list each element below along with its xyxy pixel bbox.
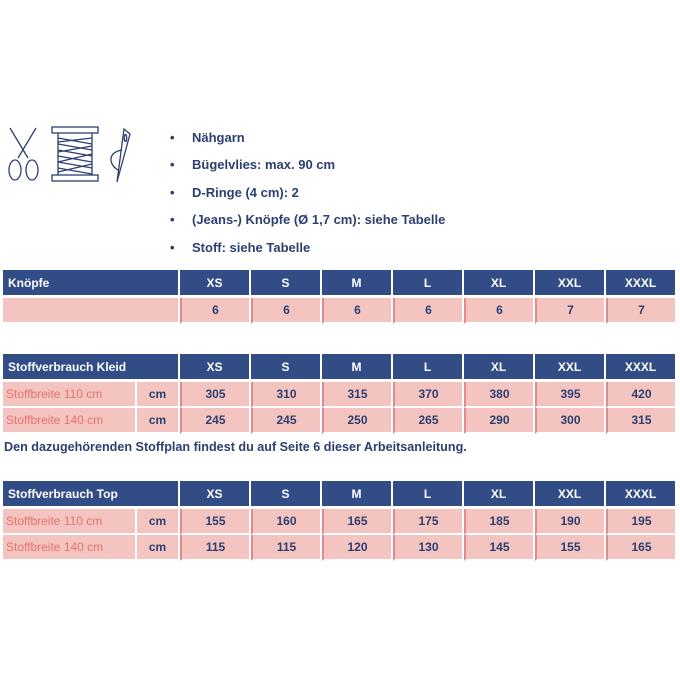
- table-cell: 7: [535, 298, 606, 324]
- table-cell: 6: [464, 298, 535, 324]
- row-label: Stoffbreite 110 cm: [3, 382, 137, 408]
- table-cell: 305: [180, 382, 251, 408]
- size-header: XXXL: [606, 270, 677, 298]
- table-row: [3, 298, 677, 324]
- table-cell: 420: [606, 382, 677, 408]
- table-cell: 370: [393, 382, 464, 408]
- unit-label: cm: [137, 509, 180, 535]
- size-header: XL: [464, 481, 535, 509]
- size-header: L: [393, 481, 464, 509]
- table-cell: 6: [393, 298, 464, 324]
- table-cell: 245: [180, 408, 251, 434]
- buttons-table: [3, 270, 677, 324]
- size-header: XS: [180, 481, 251, 509]
- sewing-tools-icons: [4, 124, 134, 184]
- size-header: L: [393, 354, 464, 382]
- material-item: • Stoff: siehe Tabelle: [170, 239, 311, 255]
- table-cell: 6: [251, 298, 322, 324]
- material-item: • (Jeans-) Knöpfe (Ø 1,7 cm): siehe Tabelle: [170, 212, 446, 228]
- table-header-row: [3, 270, 677, 298]
- size-header: XXL: [535, 481, 606, 509]
- row-label: Stoffbreite 110 cm: [3, 509, 137, 535]
- size-header: XL: [464, 354, 535, 382]
- table-cell: 160: [251, 509, 322, 535]
- needle-icon: [111, 129, 130, 182]
- row-label-empty: [3, 298, 180, 324]
- size-header: XXL: [535, 354, 606, 382]
- table-title: Knöpfe: [3, 270, 180, 298]
- table-cell: 250: [322, 408, 393, 434]
- size-header: XL: [464, 270, 535, 298]
- material-item: • Bügelvlies: max. 90 cm: [170, 157, 336, 173]
- table-cell: 380: [464, 382, 535, 408]
- size-header: S: [251, 354, 322, 382]
- unit-label: cm: [137, 382, 180, 408]
- table-cell: 175: [393, 509, 464, 535]
- size-header: L: [393, 270, 464, 298]
- table-row: [3, 382, 677, 408]
- size-header: XXL: [535, 270, 606, 298]
- row-label: Stoffbreite 140 cm: [3, 535, 137, 561]
- top-fabric-table: [3, 481, 677, 561]
- table-row: [3, 408, 677, 434]
- table-title: Stoffverbrauch Kleid: [3, 354, 180, 382]
- size-header: XS: [180, 270, 251, 298]
- table-cell: 155: [535, 535, 606, 561]
- table-cell: 115: [251, 535, 322, 561]
- size-header: S: [251, 270, 322, 298]
- table-cell: 310: [251, 382, 322, 408]
- thread-spool-icon: [52, 127, 98, 181]
- dress-fabric-table: [3, 354, 677, 434]
- scissors-icon: [9, 128, 38, 180]
- table-row: [3, 535, 677, 561]
- table-cell: 120: [322, 535, 393, 561]
- materials-list: [170, 128, 445, 265]
- row-label: Stoffbreite 140 cm: [3, 408, 137, 434]
- material-item: • Nähgarn: [170, 130, 245, 145]
- material-item: • D-Ringe (4 cm): 2: [170, 184, 299, 200]
- table-cell: 315: [606, 408, 677, 434]
- fabric-plan-note: Den dazugehörenden Stoffplan findest du auf Seite 6 dieser Arbeitsanleitung.: [4, 440, 467, 454]
- size-header: XXXL: [606, 354, 677, 382]
- table-title: Stoffverbrauch Top: [3, 481, 180, 509]
- unit-label: cm: [137, 408, 180, 434]
- table-row: [3, 509, 677, 535]
- table-cell: 185: [464, 509, 535, 535]
- table-cell: 190: [535, 509, 606, 535]
- size-header: M: [322, 354, 393, 382]
- table-cell: 315: [322, 382, 393, 408]
- table-header-row: [3, 354, 677, 382]
- table-cell: 165: [606, 535, 677, 561]
- table-cell: 6: [322, 298, 393, 324]
- table-cell: 6: [180, 298, 251, 324]
- table-cell: 265: [393, 408, 464, 434]
- size-header: XXXL: [606, 481, 677, 509]
- table-cell: 245: [251, 408, 322, 434]
- table-cell: 165: [322, 509, 393, 535]
- table-cell: 195: [606, 509, 677, 535]
- table-cell: 130: [393, 535, 464, 561]
- table-cell: 290: [464, 408, 535, 434]
- table-cell: 395: [535, 382, 606, 408]
- size-header: M: [322, 270, 393, 298]
- size-header: XS: [180, 354, 251, 382]
- table-cell: 7: [606, 298, 677, 324]
- unit-label: cm: [137, 535, 180, 561]
- table-cell: 155: [180, 509, 251, 535]
- size-header: S: [251, 481, 322, 509]
- table-cell: 145: [464, 535, 535, 561]
- table-header-row: [3, 481, 677, 509]
- table-cell: 115: [180, 535, 251, 561]
- size-header: M: [322, 481, 393, 509]
- table-cell: 300: [535, 408, 606, 434]
